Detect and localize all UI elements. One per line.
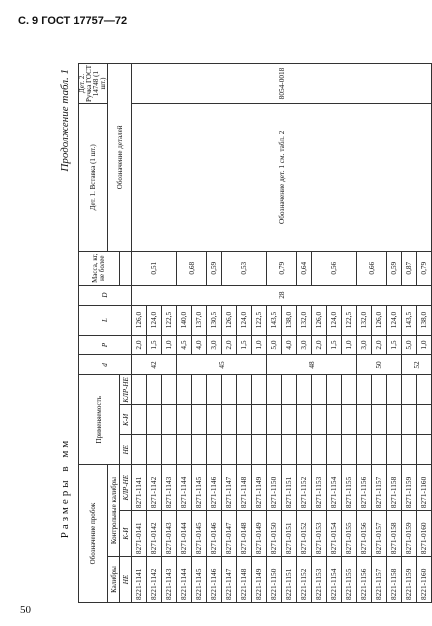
cell-l: 140,0 bbox=[177, 305, 192, 335]
cell-p: 4,0 bbox=[192, 335, 207, 355]
cell-p: 1,5 bbox=[147, 335, 162, 355]
cell-l: 130,5 bbox=[207, 305, 222, 335]
cell-p: 3,0 bbox=[357, 335, 372, 355]
cell-app-ne bbox=[402, 435, 417, 465]
cell-app-klpne bbox=[342, 375, 357, 405]
cell-l: 122,5 bbox=[162, 305, 177, 335]
col-D: D bbox=[79, 285, 132, 305]
cell-ne: 8221-1154 bbox=[327, 557, 342, 603]
cell-l: 122,5 bbox=[342, 305, 357, 335]
control-gauges-header: Контрольные калибры bbox=[108, 465, 120, 557]
cell-app-klpne bbox=[282, 375, 297, 405]
cell-d: 45 bbox=[177, 355, 267, 375]
cell-app-klpne bbox=[192, 375, 207, 405]
cell-klpne: 8271-1160 bbox=[417, 465, 432, 511]
cell-app-kn bbox=[402, 405, 417, 435]
cell-ne: 8221-1147 bbox=[222, 557, 237, 603]
cell-app-klpne bbox=[207, 375, 222, 405]
cell-app-klpne bbox=[297, 375, 312, 405]
cell-ne: 8221-1146 bbox=[207, 557, 222, 603]
cell-mass: 0,79 bbox=[267, 251, 297, 285]
cell-mass: 0,68 bbox=[177, 251, 207, 285]
cell-ne: 8221-1160 bbox=[417, 557, 432, 603]
col-kn: К-И bbox=[120, 511, 132, 557]
cell-app-klpne bbox=[237, 375, 252, 405]
cell-app-ne bbox=[147, 435, 162, 465]
cell-app-kn bbox=[372, 405, 387, 435]
col-ne: НЕ bbox=[120, 557, 132, 603]
col-app-kn: К-И bbox=[120, 405, 132, 435]
gauges-header: Калибры bbox=[108, 557, 120, 603]
cell-ne: 8221-1158 bbox=[387, 557, 402, 603]
cell-app-ne bbox=[387, 435, 402, 465]
cell-l: 126,0 bbox=[222, 305, 237, 335]
cell-mass: 0,87 bbox=[402, 251, 417, 285]
cell-app-klpne bbox=[252, 375, 267, 405]
cell-kn: 8271-0146 bbox=[207, 511, 222, 557]
cell-app-ne bbox=[177, 435, 192, 465]
col-det2: Дет. 2. Ручка ГОСТ 14748 (1 шт.) bbox=[78, 64, 107, 103]
sizes-title: Размеры в мм bbox=[59, 437, 71, 539]
cell-l: 122,5 bbox=[252, 305, 267, 335]
cell-klpne: 8271-1144 bbox=[177, 465, 192, 511]
cell-app-klpne bbox=[327, 375, 342, 405]
cell-ne: 8221-1149 bbox=[252, 557, 267, 603]
part-designation-header: Обозначение деталей bbox=[108, 64, 132, 252]
cell-app-klpne bbox=[312, 375, 327, 405]
cell-kn: 8271-0160 bbox=[417, 511, 432, 557]
cell-kn: 8271-0149 bbox=[252, 511, 267, 557]
cell-app-kn bbox=[387, 405, 402, 435]
cell-klpne: 8271-1150 bbox=[267, 465, 282, 511]
cell-app-kn bbox=[177, 405, 192, 435]
cell-p: 1,0 bbox=[162, 335, 177, 355]
cell-mass: 0,56 bbox=[312, 251, 357, 285]
cell-p: 4,0 bbox=[282, 335, 297, 355]
cell-klpne: 8271-1143 bbox=[162, 465, 177, 511]
cell-l: 126,0 bbox=[132, 305, 147, 335]
cell-d: 50 bbox=[357, 355, 402, 375]
cell-app-klpne bbox=[147, 375, 162, 405]
gauge-table bbox=[78, 63, 432, 603]
cell-app-klpne bbox=[402, 375, 417, 405]
cell-p: 1,0 bbox=[252, 335, 267, 355]
cell-kn: 8271-0144 bbox=[177, 511, 192, 557]
cell-klpne: 8271-1152 bbox=[297, 465, 312, 511]
cell-kn: 8271-0153 bbox=[312, 511, 327, 557]
cell-kn: 8271-0145 bbox=[192, 511, 207, 557]
cell-kn: 8271-0141 bbox=[132, 511, 147, 557]
cell-l: 124,0 bbox=[327, 305, 342, 335]
cell-l: 132,0 bbox=[357, 305, 372, 335]
cell-p: 1,5 bbox=[237, 335, 252, 355]
cell-det1: Обозначение дет. 1 см. табл. 2 bbox=[132, 104, 432, 252]
cell-l: 132,0 bbox=[297, 305, 312, 335]
cell-p: 1,5 bbox=[327, 335, 342, 355]
cell-klpne: 8271-1157 bbox=[372, 465, 387, 511]
col-klpne: КЛР-НЕ bbox=[120, 465, 132, 511]
cell-app-kn bbox=[357, 405, 372, 435]
cell-klpne: 8271-1158 bbox=[387, 465, 402, 511]
cell-app-klpne bbox=[177, 375, 192, 405]
cell-app-ne bbox=[342, 435, 357, 465]
cell-kn: 8271-0150 bbox=[267, 511, 282, 557]
cell-d: 42 bbox=[132, 355, 177, 375]
cell-app-ne bbox=[192, 435, 207, 465]
table-row bbox=[132, 64, 147, 603]
cell-ne: 8221-1157 bbox=[372, 557, 387, 603]
cell-app-kn bbox=[297, 405, 312, 435]
cell-l: 124,0 bbox=[147, 305, 162, 335]
cell-klpne: 8271-1147 bbox=[222, 465, 237, 511]
cell-app-klpne bbox=[417, 375, 432, 405]
cell-klpne: 8271-1142 bbox=[147, 465, 162, 511]
cell-app-kn bbox=[327, 405, 342, 435]
cell-app-ne bbox=[162, 435, 177, 465]
cell-app-kn bbox=[192, 405, 207, 435]
col-mass: Масса, кг, не более bbox=[79, 251, 120, 285]
cell-p: 3,0 bbox=[207, 335, 222, 355]
cell-app-ne bbox=[372, 435, 387, 465]
cell-p: 2,0 bbox=[312, 335, 327, 355]
cell-mass: 0,64 bbox=[297, 251, 312, 285]
cell-klpne: 8271-1159 bbox=[402, 465, 417, 511]
cell-ne: 8221-1142 bbox=[147, 557, 162, 603]
cell-det2: 8054-0018 bbox=[132, 64, 432, 104]
cell-app-kn bbox=[132, 405, 147, 435]
col-l: L bbox=[79, 305, 132, 335]
cell-ne: 8221-1143 bbox=[162, 557, 177, 603]
cell-D: 28 bbox=[132, 285, 432, 305]
cell-l: 126,0 bbox=[372, 305, 387, 335]
cell-kn: 8271-0154 bbox=[327, 511, 342, 557]
cell-kn: 8271-0142 bbox=[147, 511, 162, 557]
cell-l: 124,0 bbox=[237, 305, 252, 335]
cell-ne: 8221-1155 bbox=[342, 557, 357, 603]
cell-app-kn bbox=[147, 405, 162, 435]
cell-l: 143,5 bbox=[267, 305, 282, 335]
cell-ne: 8221-1152 bbox=[297, 557, 312, 603]
cell-p: 1,0 bbox=[417, 335, 432, 355]
cell-kn: 8271-0158 bbox=[387, 511, 402, 557]
cell-p: 2,0 bbox=[132, 335, 147, 355]
page-header: С. 9 ГОСТ 17757—72 bbox=[18, 15, 128, 27]
cell-app-klpne bbox=[222, 375, 237, 405]
cell-klpne: 8271-1148 bbox=[237, 465, 252, 511]
col-p: P bbox=[79, 335, 132, 355]
cell-ne: 8221-1151 bbox=[282, 557, 297, 603]
cell-kn: 8271-0143 bbox=[162, 511, 177, 557]
cell-app-kn bbox=[237, 405, 252, 435]
cell-kn: 8271-0147 bbox=[222, 511, 237, 557]
cell-app-ne bbox=[282, 435, 297, 465]
cell-ne: 8221-1145 bbox=[192, 557, 207, 603]
col-d: d bbox=[79, 355, 132, 375]
cell-app-kn bbox=[162, 405, 177, 435]
cell-ne: 8221-1153 bbox=[312, 557, 327, 603]
rotated-table-page bbox=[59, 63, 428, 603]
cell-app-klpne bbox=[372, 375, 387, 405]
cell-kn: 8271-0148 bbox=[237, 511, 252, 557]
table-body bbox=[132, 64, 432, 603]
cell-p: 4,5 bbox=[177, 335, 192, 355]
cell-mass: 0,79 bbox=[417, 251, 432, 285]
cell-p: 2,0 bbox=[222, 335, 237, 355]
cell-l: 138,0 bbox=[417, 305, 432, 335]
cell-app-kn bbox=[252, 405, 267, 435]
plug-designation-header: Обозначение пробок bbox=[79, 465, 108, 603]
cell-app-kn bbox=[417, 405, 432, 435]
cell-p: 5,0 bbox=[267, 335, 282, 355]
cell-mass: 0,53 bbox=[222, 251, 267, 285]
cell-klpne: 8271-1156 bbox=[357, 465, 372, 511]
col-app-ne: НЕ bbox=[120, 435, 132, 465]
col-app-klpne: КЛР-НЕ bbox=[120, 375, 132, 405]
cell-app-kn bbox=[282, 405, 297, 435]
cell-app-kn bbox=[312, 405, 327, 435]
cell-ne: 8221-1150 bbox=[267, 557, 282, 603]
cell-l: 124,0 bbox=[387, 305, 402, 335]
cell-ne: 8221-1156 bbox=[357, 557, 372, 603]
cell-app-ne bbox=[357, 435, 372, 465]
cell-kn: 8271-0157 bbox=[372, 511, 387, 557]
cell-klpne: 8271-1151 bbox=[282, 465, 297, 511]
cell-kn: 8271-0156 bbox=[357, 511, 372, 557]
cell-d: 52 bbox=[402, 355, 432, 375]
cell-ne: 8221-1159 bbox=[402, 557, 417, 603]
cell-l: 143,5 bbox=[402, 305, 417, 335]
cell-mass: 0,59 bbox=[387, 251, 402, 285]
cell-kn: 8271-0159 bbox=[402, 511, 417, 557]
cell-app-klpne bbox=[162, 375, 177, 405]
cell-ne: 8221-1148 bbox=[237, 557, 252, 603]
applicability-header: Применяемость bbox=[79, 375, 120, 465]
cell-app-ne bbox=[312, 435, 327, 465]
cell-l: 137,0 bbox=[192, 305, 207, 335]
cell-klpne: 8271-1154 bbox=[327, 465, 342, 511]
cell-app-klpne bbox=[357, 375, 372, 405]
cell-app-ne bbox=[327, 435, 342, 465]
cell-mass: 0,51 bbox=[132, 251, 177, 285]
cell-app-kn bbox=[222, 405, 237, 435]
cell-app-kn bbox=[207, 405, 222, 435]
cell-p: 5,0 bbox=[402, 335, 417, 355]
cell-klpne: 8271-1153 bbox=[312, 465, 327, 511]
cell-app-kn bbox=[267, 405, 282, 435]
cell-klpne: 8271-1145 bbox=[192, 465, 207, 511]
cell-l: 126,0 bbox=[312, 305, 327, 335]
cell-p: 2,0 bbox=[372, 335, 387, 355]
cell-app-ne bbox=[132, 435, 147, 465]
cell-klpne: 8271-1141 bbox=[132, 465, 147, 511]
cell-app-ne bbox=[252, 435, 267, 465]
cell-app-ne bbox=[297, 435, 312, 465]
continuation-label: Продолжение табл. 1 bbox=[59, 69, 71, 172]
cell-mass: 0,59 bbox=[207, 251, 222, 285]
cell-mass: 0,66 bbox=[357, 251, 387, 285]
cell-p: 1,0 bbox=[342, 335, 357, 355]
cell-l: 138,0 bbox=[282, 305, 297, 335]
cell-kn: 8271-0152 bbox=[297, 511, 312, 557]
cell-d: 48 bbox=[267, 355, 357, 375]
cell-app-kn bbox=[342, 405, 357, 435]
cell-klpne: 8271-1155 bbox=[342, 465, 357, 511]
cell-app-klpne bbox=[267, 375, 282, 405]
cell-app-ne bbox=[207, 435, 222, 465]
cell-ne: 8221-1141 bbox=[132, 557, 147, 603]
cell-app-klpne bbox=[132, 375, 147, 405]
cell-kn: 8271-0155 bbox=[342, 511, 357, 557]
cell-app-ne bbox=[237, 435, 252, 465]
cell-p: 1,5 bbox=[387, 335, 402, 355]
cell-klpne: 8271-1146 bbox=[207, 465, 222, 511]
cell-kn: 8271-0151 bbox=[282, 511, 297, 557]
cell-app-klpne bbox=[387, 375, 402, 405]
cell-ne: 8221-1144 bbox=[177, 557, 192, 603]
col-det1: Дет. 1. Вставка (1 шт.) bbox=[79, 104, 108, 252]
cell-p: 3,0 bbox=[297, 335, 312, 355]
cell-klpne: 8271-1149 bbox=[252, 465, 267, 511]
cell-app-ne bbox=[222, 435, 237, 465]
cell-app-ne bbox=[267, 435, 282, 465]
cell-app-ne bbox=[417, 435, 432, 465]
page-number: 50 bbox=[20, 604, 31, 616]
